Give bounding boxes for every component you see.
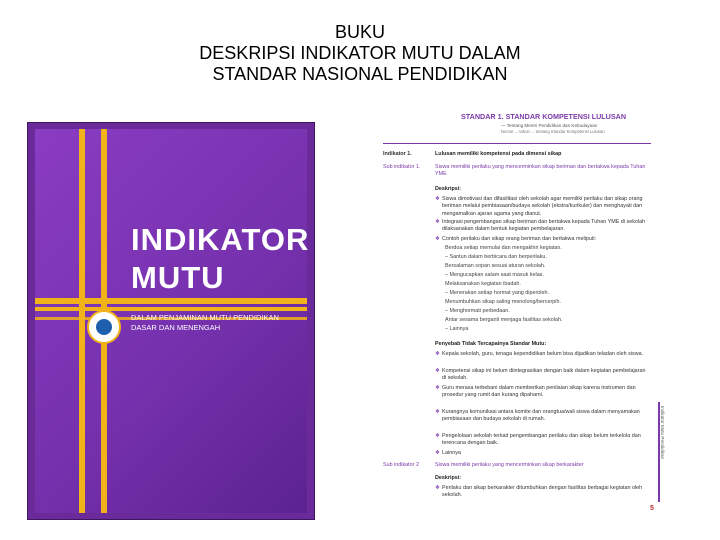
document-reference: — Tentang Mentri Pendidikan dan Kebudayaan [501,123,598,128]
cover-subtitle-line-2: DASAR DAN MENENGAH [131,323,221,332]
penyebab-item: Kepala sekolah, guru, tenaga kependidikan belum bisa dijadikan teladan oleh siswa. [442,351,644,357]
diamond-bullet-icon: ❖ [435,368,440,374]
document-page-image [373,112,667,516]
slide-title-line-1: BUKU [334,22,385,42]
cover-vertical-bar [79,129,85,513]
penyebab-item: Pengelolaan sekolah terkait pengembangan perilaku dan sikap belum terkelola dan terencana dengan baik. [442,433,641,447]
diamond-bullet-icon: ❖ [435,196,440,202]
deskripsi-item: Siswa dimotivasi dan difasilitasi oleh sekolah agar memiliki perilaku dan sikap orang beriman melalui pembiasaan/budaya sekolah (ekstra/kurikuler) dan menghayati dan mengamalkan ajaran agama yang dianut. [442,196,643,217]
list-item: Melaksanakan kegiatan ibadah. [445,281,521,287]
cover-horizontal-bar [35,307,307,311]
document-heading: STANDAR 1. STANDAR KOMPETENSI LULUSAN [461,112,627,121]
diamond-bullet-icon: ❖ [435,409,440,415]
cover-title-line-1: INDIKATOR [131,222,310,257]
penyebab-item: Kurangnya komunikasi antara komite dan orangtua/wali siswa dalam menyamakan pembiasaan dan budaya sekolah di rumah. [442,409,640,423]
slide-title-line-3: STANDAR NASIONAL PENDIDIKAN [212,64,508,84]
deskripsi-item: Integrasi pengembangan sikap beriman dan bertakwa kepada Tuhan YME di sekolah dilaksanakan dalam bentuk kegiatan pembelajaran. [442,219,646,233]
penyebab-item: Guru merasa terbebani dalam memberikan penilaian sikap karena instrumen dan prosedur yang rumit dan kurang dipahami. [442,385,636,399]
cover-background [35,129,310,513]
diamond-bullet-icon: ❖ [435,450,440,456]
side-tab [658,402,667,502]
sub-indikator-2-label: Sub indikator 2 [383,462,419,468]
list-item: – Menerakan setiap hormat yang diperoleh. [445,290,549,296]
diamond-bullet-icon: ❖ [435,236,440,242]
list-item: Bersalaman sopan sesuai aturan sekolah. [445,263,546,269]
list-item: Menumbuhkan sikap saling menolong/bercerpih. [445,299,561,305]
side-tab-label: Indikator Mutu Pendidikan [660,406,665,460]
list-item: Berdoa setiap memulai dan mengakhiri kegiatan. [445,245,562,251]
diamond-bullet-icon: ❖ [435,433,440,439]
diamond-bullet-icon: ❖ [435,351,440,357]
heading-divider [383,143,651,144]
page-number: 5 [650,505,654,512]
deskripsi-2-label: Deskripsi: [435,475,462,481]
slide-title-line-2: DESKRIPSI INDIKATOR MUTU DALAM [199,43,521,63]
indikator-label: Indikator 1. [383,151,412,157]
penyebab-item: Lainnya [442,450,461,456]
penyebab-label: Penyebab Tidak Tercapainya Standar Mutu: [435,341,547,347]
sub-indikator-1-text: Siswa memiliki perilaku yang mencerminkan sikap beriman dan bertakwa kepada Tuhan YME [435,164,646,178]
tut-wuri-handayani-logo-icon [87,310,121,344]
diamond-bullet-icon: ❖ [435,385,440,391]
document-reference-2: Nomor ... tahun ... tentang Standar Kompetensi Lulusan [501,129,605,134]
diamond-bullet-icon: ❖ [435,219,440,225]
deskripsi-2-item: Perilaku dan sikap berkarakter ditumbuhkan dengan fasilitas berbagai kegiatan oleh sekolah. [442,485,643,499]
deskripsi-label: Deskripsi: [435,186,462,192]
list-item: – Santun dalam berbicara dan berperilaku. [445,254,547,260]
deskripsi-item: Contoh perilaku dan sikap orang beriman dan bertakwa meliputi: [442,236,597,242]
cover-subtitle [131,313,301,333]
sub-indikator-2-text: Siswa memiliki perilaku yang mencerminkan sikap berkarakter [435,462,584,468]
cover-subtitle-line-1: DALAM PENJAMINAN MUTU PENDIDIKAN [131,313,279,322]
cover-horizontal-bar [35,298,307,304]
diamond-bullet-icon: ❖ [435,485,440,491]
book-cover-image [27,122,315,520]
list-item: Antar sesama berganti menjaga fasilitas sekolah. [445,317,563,323]
cover-title [131,221,309,297]
list-item: – Menghormati perbedaan. [445,308,510,314]
list-item: – Mengucapkan salam saat masuk kelas. [445,272,544,278]
list-item: – Lainnya [445,326,469,332]
sub-indikator-1-label: Sub indikator 1. [383,164,421,170]
penyebab-item: Kompetensi sikap ini belum diintegrasikan dengan baik dalam kegiatan pembelajaran di sekolah. [442,368,646,382]
cover-title-line-2: MUTU [131,260,225,295]
indikator-text: Lulusan memiliki kompetensi pada dimensi sikap [435,151,562,157]
slide-title [0,22,720,85]
